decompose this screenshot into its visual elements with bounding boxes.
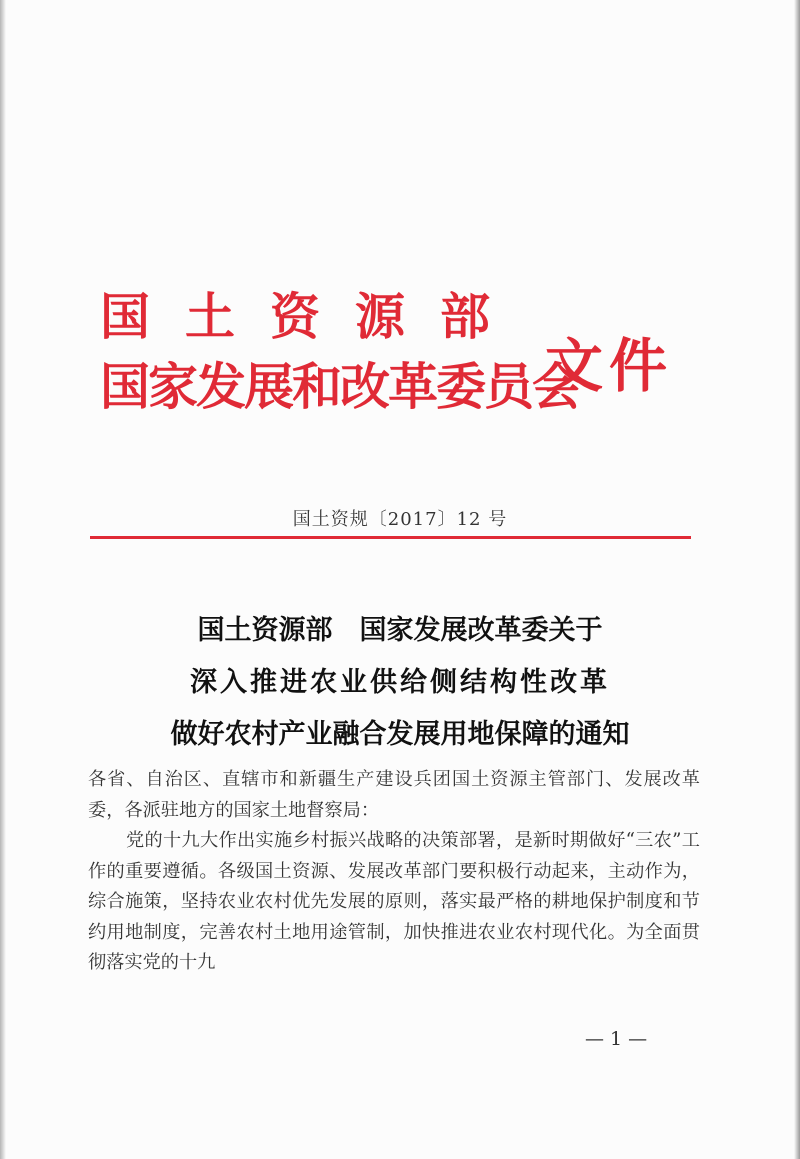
body-paragraph: 党的十九大作出实施乡村振兴战略的决策部署，是新时期做好“三农”工作的重要遵循。各级国土资源、发展改革部门要积极行动起来，主动作为，综合施策，坚持农业农村优先发展的原则，落实最严格的耕地保护制度和节约用地制度，完善农村土地用途管制，加快推进农业农村现代化。为全面贯彻落实党的十九: [88, 830, 700, 973]
title-line-1: 国土资源部 国家发展改革委关于: [197, 615, 603, 646]
red-separator-line: [90, 536, 691, 539]
addressee: 各省、自治区、直辖市和新疆生产建设兵团国土资源主管部门、发展改革委，各派驻地方的国家土地督察局：: [88, 769, 700, 821]
title-line-2: 深入推进农业供给侧结构性改革: [190, 667, 610, 698]
page-number: — 1 —: [585, 1028, 648, 1050]
scan-edge-left: [0, 0, 6, 1159]
issuing-authorities: [100, 282, 580, 422]
document-body: [88, 765, 700, 979]
issuer-ministry-of-land-resources: 国土资源部: [100, 287, 525, 346]
document-number: 国土资规〔2017〕12 号: [292, 509, 508, 530]
document-title: [0, 605, 800, 761]
document-type-label: 文件: [545, 332, 674, 400]
title-line-3: 做好农村产业融合发展用地保障的通知: [170, 719, 630, 750]
issuer-ndrc: 国家发展和改革委员会: [100, 357, 580, 416]
scan-edge-right: [794, 0, 800, 1159]
